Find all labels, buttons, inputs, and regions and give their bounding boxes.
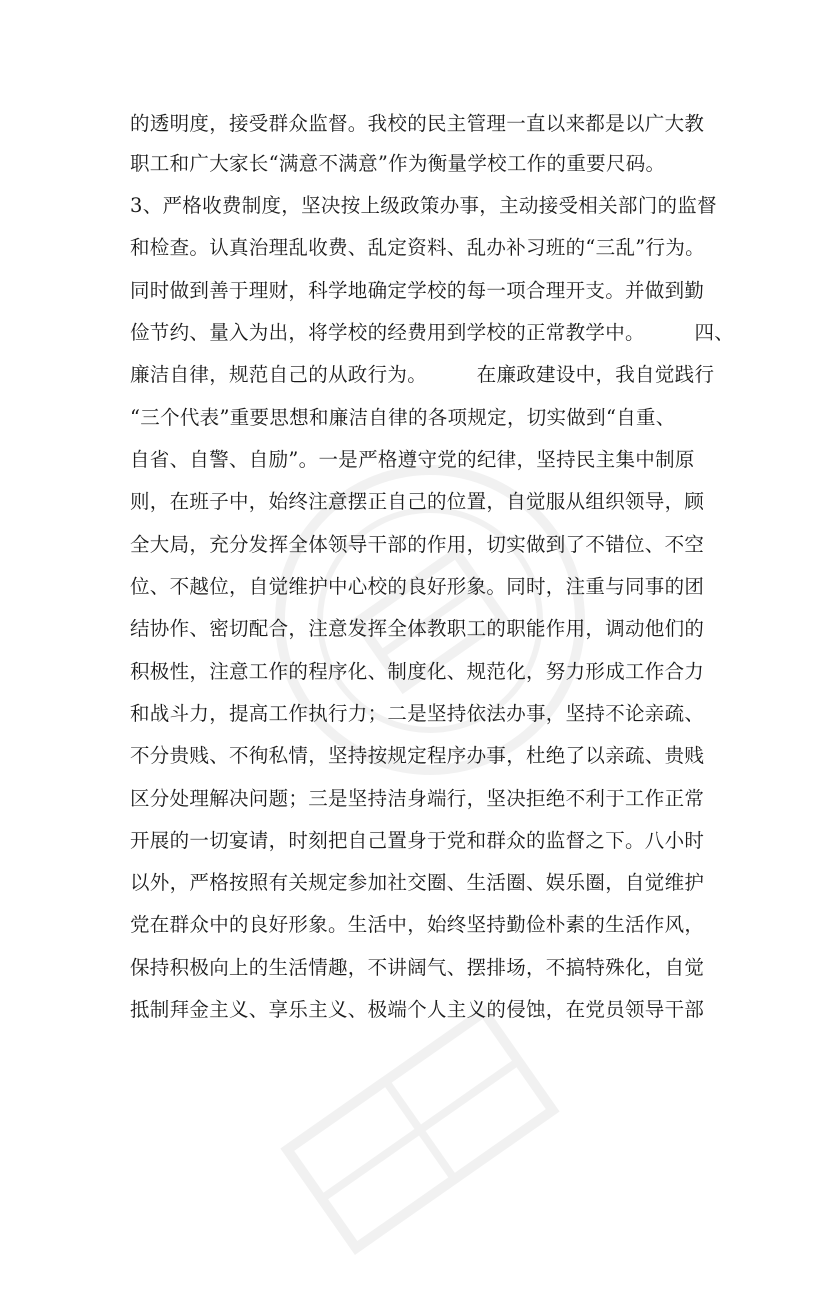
text-line-16: 不分贵贱、不徇私情，坚持按规定程序办事，杜绝了以亲疏、贵贱 <box>130 744 705 767</box>
text-line-15: 和战斗力，提高工作执行力；二是坚持依法办事，坚持不论亲疏、 <box>130 702 705 725</box>
text-line-5: 同时做到善于理财，科学地确定学校的每一项合理开支。并做到勤 <box>130 279 705 302</box>
text-line-19: 以外，严格按照有关规定参加社交圈、生活圈、娱乐圈，自觉维护 <box>130 871 705 894</box>
text-line-20: 党在群众中的良好形象。生活中，始终坚持勤俭朴素的生活作风， <box>130 913 705 936</box>
text-line-2: 职工和广大家长“满意不满意”作为衡量学校工作的重要尺码。 <box>130 152 666 175</box>
text-line-12: 位、不越位，自觉维护中心校的良好形象。同时，注重与同事的团 <box>130 575 705 598</box>
text-line-21: 保持积极向上的生活情趣，不讲阔气、摆排场，不搞特殊化，自觉 <box>130 956 705 979</box>
text-line-17: 区分处理解决问题；三是坚持洁身端行，坚决拒绝不利于工作正常 <box>130 787 705 810</box>
text-line-8: “三个代表”重要思想和廉洁自律的各项规定，切实做到“自重、 <box>130 406 676 429</box>
text-line-9: 自省、自警、自励”。一是严格遵守党的纪律，坚持民主集中制原 <box>130 448 695 471</box>
text-line-3: 3、严格收费制度，坚决按上级政策办事，主动接受相关部门的监督 <box>130 194 717 217</box>
text-line-14: 积极性，注意工作的程序化、制度化、规范化，努力形成工作合力 <box>130 660 705 683</box>
text-line-1: 的透明度，接受群众监督。我校的民主管理一直以来都是以广大教 <box>130 112 705 135</box>
text-line-13: 结协作、密切配合，注意发挥全体教职工的职能作用，调动他们的 <box>130 617 705 640</box>
text-line-18: 开展的一切宴请，时刻把自己置身于党和群众的监督之下。八小时 <box>130 829 705 852</box>
text-line-10: 则，在班子中，始终注意摆正自己的位置，自觉服从组织领导，顾 <box>130 490 705 513</box>
text-line-4: 和检查。认真治理乱收费、乱定资料、乱办补习班的“三乱”行为。 <box>130 236 705 259</box>
text-line-22: 抵制拜金主义、享乐主义、极端个人主义的侵蚀，在党员领导干部 <box>130 998 705 1021</box>
text-line-11: 全大局，充分发挥全体领导干部的作用，切实做到了不错位、不空 <box>130 533 705 556</box>
text-line-7: 廉洁自律，规范自己的从政行为。 在廉政建设中，我自觉践行 <box>130 363 715 386</box>
text-line-6: 俭节约、量入为出，将学校的经费用到学校的正常教学中。 四、 <box>130 321 735 344</box>
